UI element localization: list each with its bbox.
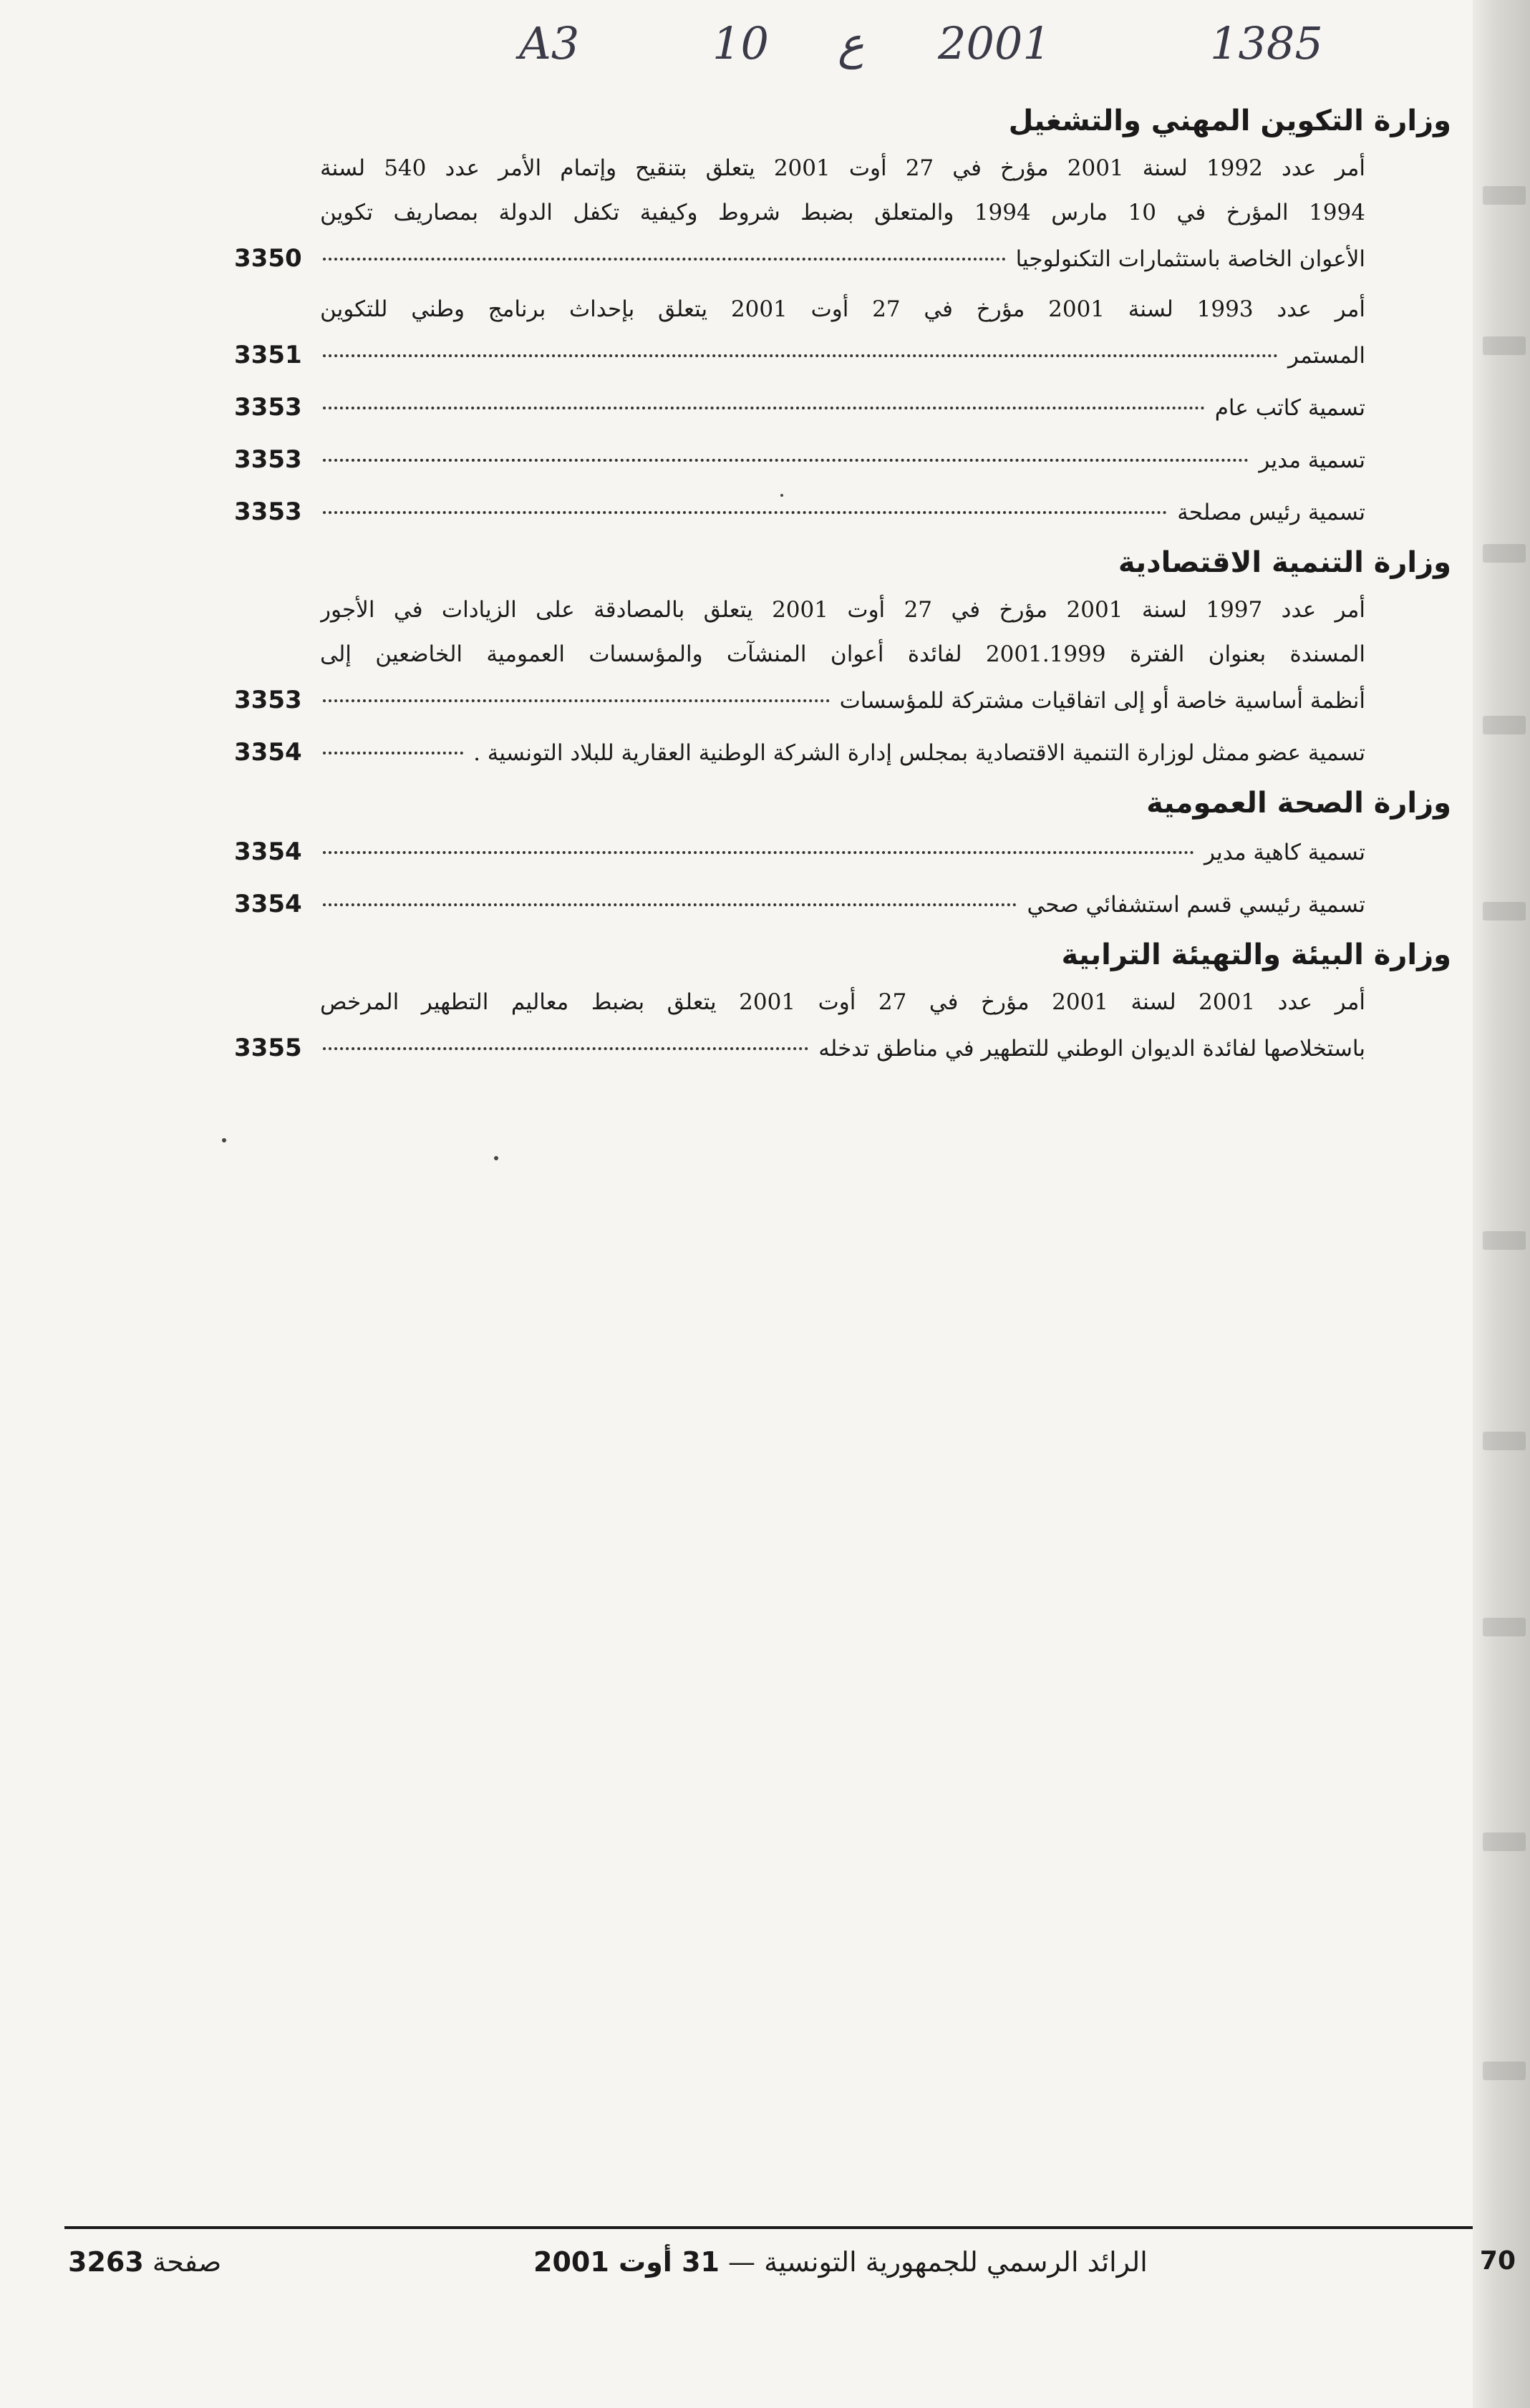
- entry-last-line: [234, 880, 1365, 928]
- dot-leader: [323, 851, 1194, 854]
- entry-page-number: 3353: [234, 686, 302, 714]
- dot-leader: [323, 407, 1205, 409]
- section-heading: وزارة التنمية الاقتصادية: [1118, 546, 1451, 579]
- entry-last-line: [234, 436, 1365, 484]
- entry-last-line: [234, 828, 1365, 876]
- journal-title: [533, 2246, 1148, 2278]
- toc-section: [234, 100, 1451, 536]
- entry-text-line: أمر عدد 1992 لسنة 2001 مؤرخ في 27 أوت 2001 يتعلق بتنقيح وإتمام الأمر عدد 540 لسنة: [320, 155, 1365, 181]
- entry-last-line: [234, 384, 1365, 432]
- toc-entry: [234, 980, 1451, 1072]
- entry-page-number: 3353: [234, 497, 302, 526]
- page-word: صفحة: [152, 2246, 222, 2278]
- entry-last-line: [234, 331, 1365, 379]
- toc-entry: [234, 146, 1451, 283]
- dot-leader: [323, 354, 1278, 357]
- entry-last-line: [234, 676, 1365, 724]
- toc-entry: [234, 384, 1451, 432]
- entry-title: تسمية كاهية مدير: [1204, 840, 1365, 865]
- paper-speck: [780, 494, 783, 497]
- entry-text-line: 1994 المؤرخ في 10 مارس 1994 والمتعلق بضبط شروط وكيفية تكفل الدولة بمصاريف تكوين: [320, 200, 1365, 225]
- toc-section: [234, 542, 1451, 777]
- entry-title: تسمية كاتب عام: [1214, 395, 1365, 421]
- handwritten-text: 2001: [938, 17, 1051, 69]
- table-of-contents: [234, 100, 1451, 1078]
- edge-page-number: 70: [1479, 2246, 1516, 2276]
- entry-page-number: 3351: [234, 341, 302, 369]
- toc-entry: [234, 828, 1451, 876]
- dot-leader: [323, 258, 1006, 261]
- journal-date: 31 أوت 2001: [533, 2246, 720, 2278]
- handwritten-annotation: [0, 10, 1530, 82]
- section-heading: وزارة التكوين المهني والتشغيل: [1008, 105, 1451, 137]
- handwritten-text: 1385: [1210, 17, 1323, 69]
- entry-page-number: 3350: [234, 244, 302, 273]
- entry-title: تسمية رئيسي قسم استشفائي صحي: [1027, 892, 1365, 918]
- dot-leader: [323, 752, 463, 754]
- entry-page-number: 3355: [234, 1034, 302, 1062]
- entry-last-line: [234, 488, 1365, 536]
- entry-page-number: 3353: [234, 445, 302, 474]
- toc-entry: [234, 287, 1451, 379]
- section-heading: وزارة الصحة العمومية: [1146, 787, 1451, 820]
- entry-last-line: [234, 1024, 1365, 1072]
- toc-section: [234, 782, 1451, 928]
- toc-entry: [234, 729, 1451, 777]
- toc-entry: [234, 880, 1451, 928]
- entry-last-line: [234, 729, 1365, 777]
- entry-page-number: 3354: [234, 838, 302, 866]
- toc-entry: [234, 488, 1451, 536]
- toc-entry: [234, 588, 1451, 724]
- footer-rule: [64, 2226, 1473, 2229]
- entry-text-line: أمر عدد 1993 لسنة 2001 مؤرخ في 27 أوت 2001 يتعلق بإحداث برنامج وطني للتكوين: [320, 296, 1365, 322]
- entry-title: المستمر: [1287, 343, 1365, 369]
- entry-text-line: أمر عدد 2001 لسنة 2001 مؤرخ في 27 أوت 2001 يتعلق بضبط معاليم التطهير المرخص: [320, 989, 1365, 1015]
- entry-page-number: 3353: [234, 393, 302, 422]
- entry-text-line: أمر عدد 1997 لسنة 2001 مؤرخ في 27 أوت 2001 يتعلق بالمصادقة على الزيادات في الأجور: [320, 597, 1365, 623]
- toc-entry: [234, 436, 1451, 484]
- dot-leader: [323, 1047, 808, 1050]
- entry-title: باستخلاصها لفائدة الديوان الوطني للتطهير في مناطق تدخله: [818, 1036, 1365, 1062]
- section-heading: وزارة البيئة والتهيئة الترابية: [1061, 938, 1451, 971]
- dot-leader: [323, 511, 1167, 514]
- dot-leader: [323, 459, 1249, 462]
- dot-leader: [323, 699, 830, 702]
- entry-title: تسمية رئيس مصلحة: [1177, 500, 1365, 525]
- entry-title: تسمية عضو ممثل لوزارة التنمية الاقتصادية بمجلس إدارة الشركة الوطنية العقارية للبلاد التونسية .: [473, 740, 1365, 766]
- entry-title: تسمية مدير: [1259, 447, 1365, 473]
- entry-page-number: 3354: [234, 890, 302, 918]
- journal-name: الرائد الرسمي للجمهورية التونسية —: [728, 2246, 1148, 2278]
- facing-page-bleed: [1473, 0, 1530, 2408]
- page-number: 3263: [68, 2246, 144, 2278]
- entry-title: الأعوان الخاصة باستثمارات التكنولوجيا: [1015, 246, 1365, 272]
- toc-section: [234, 934, 1451, 1072]
- paper-speck: [222, 1138, 226, 1142]
- dot-leader: [323, 903, 1017, 906]
- handwritten-text: 10: [712, 17, 769, 69]
- handwritten-text: A3: [519, 17, 580, 69]
- entry-page-number: 3354: [234, 738, 302, 767]
- paper-speck: [494, 1156, 498, 1160]
- handwritten-text: ع: [838, 17, 864, 69]
- page-footer: [0, 2226, 1530, 2291]
- entry-title: أنظمة أساسية خاصة أو إلى اتفاقيات مشتركة للمؤسسات: [839, 688, 1365, 714]
- entry-last-line: [234, 235, 1365, 283]
- page-label: [68, 2246, 221, 2278]
- entry-text-line: المسندة بعنوان الفترة 2001.1999 لفائدة أعوان المنشآت والمؤسسات العمومية الخاضعين إلى: [320, 641, 1365, 667]
